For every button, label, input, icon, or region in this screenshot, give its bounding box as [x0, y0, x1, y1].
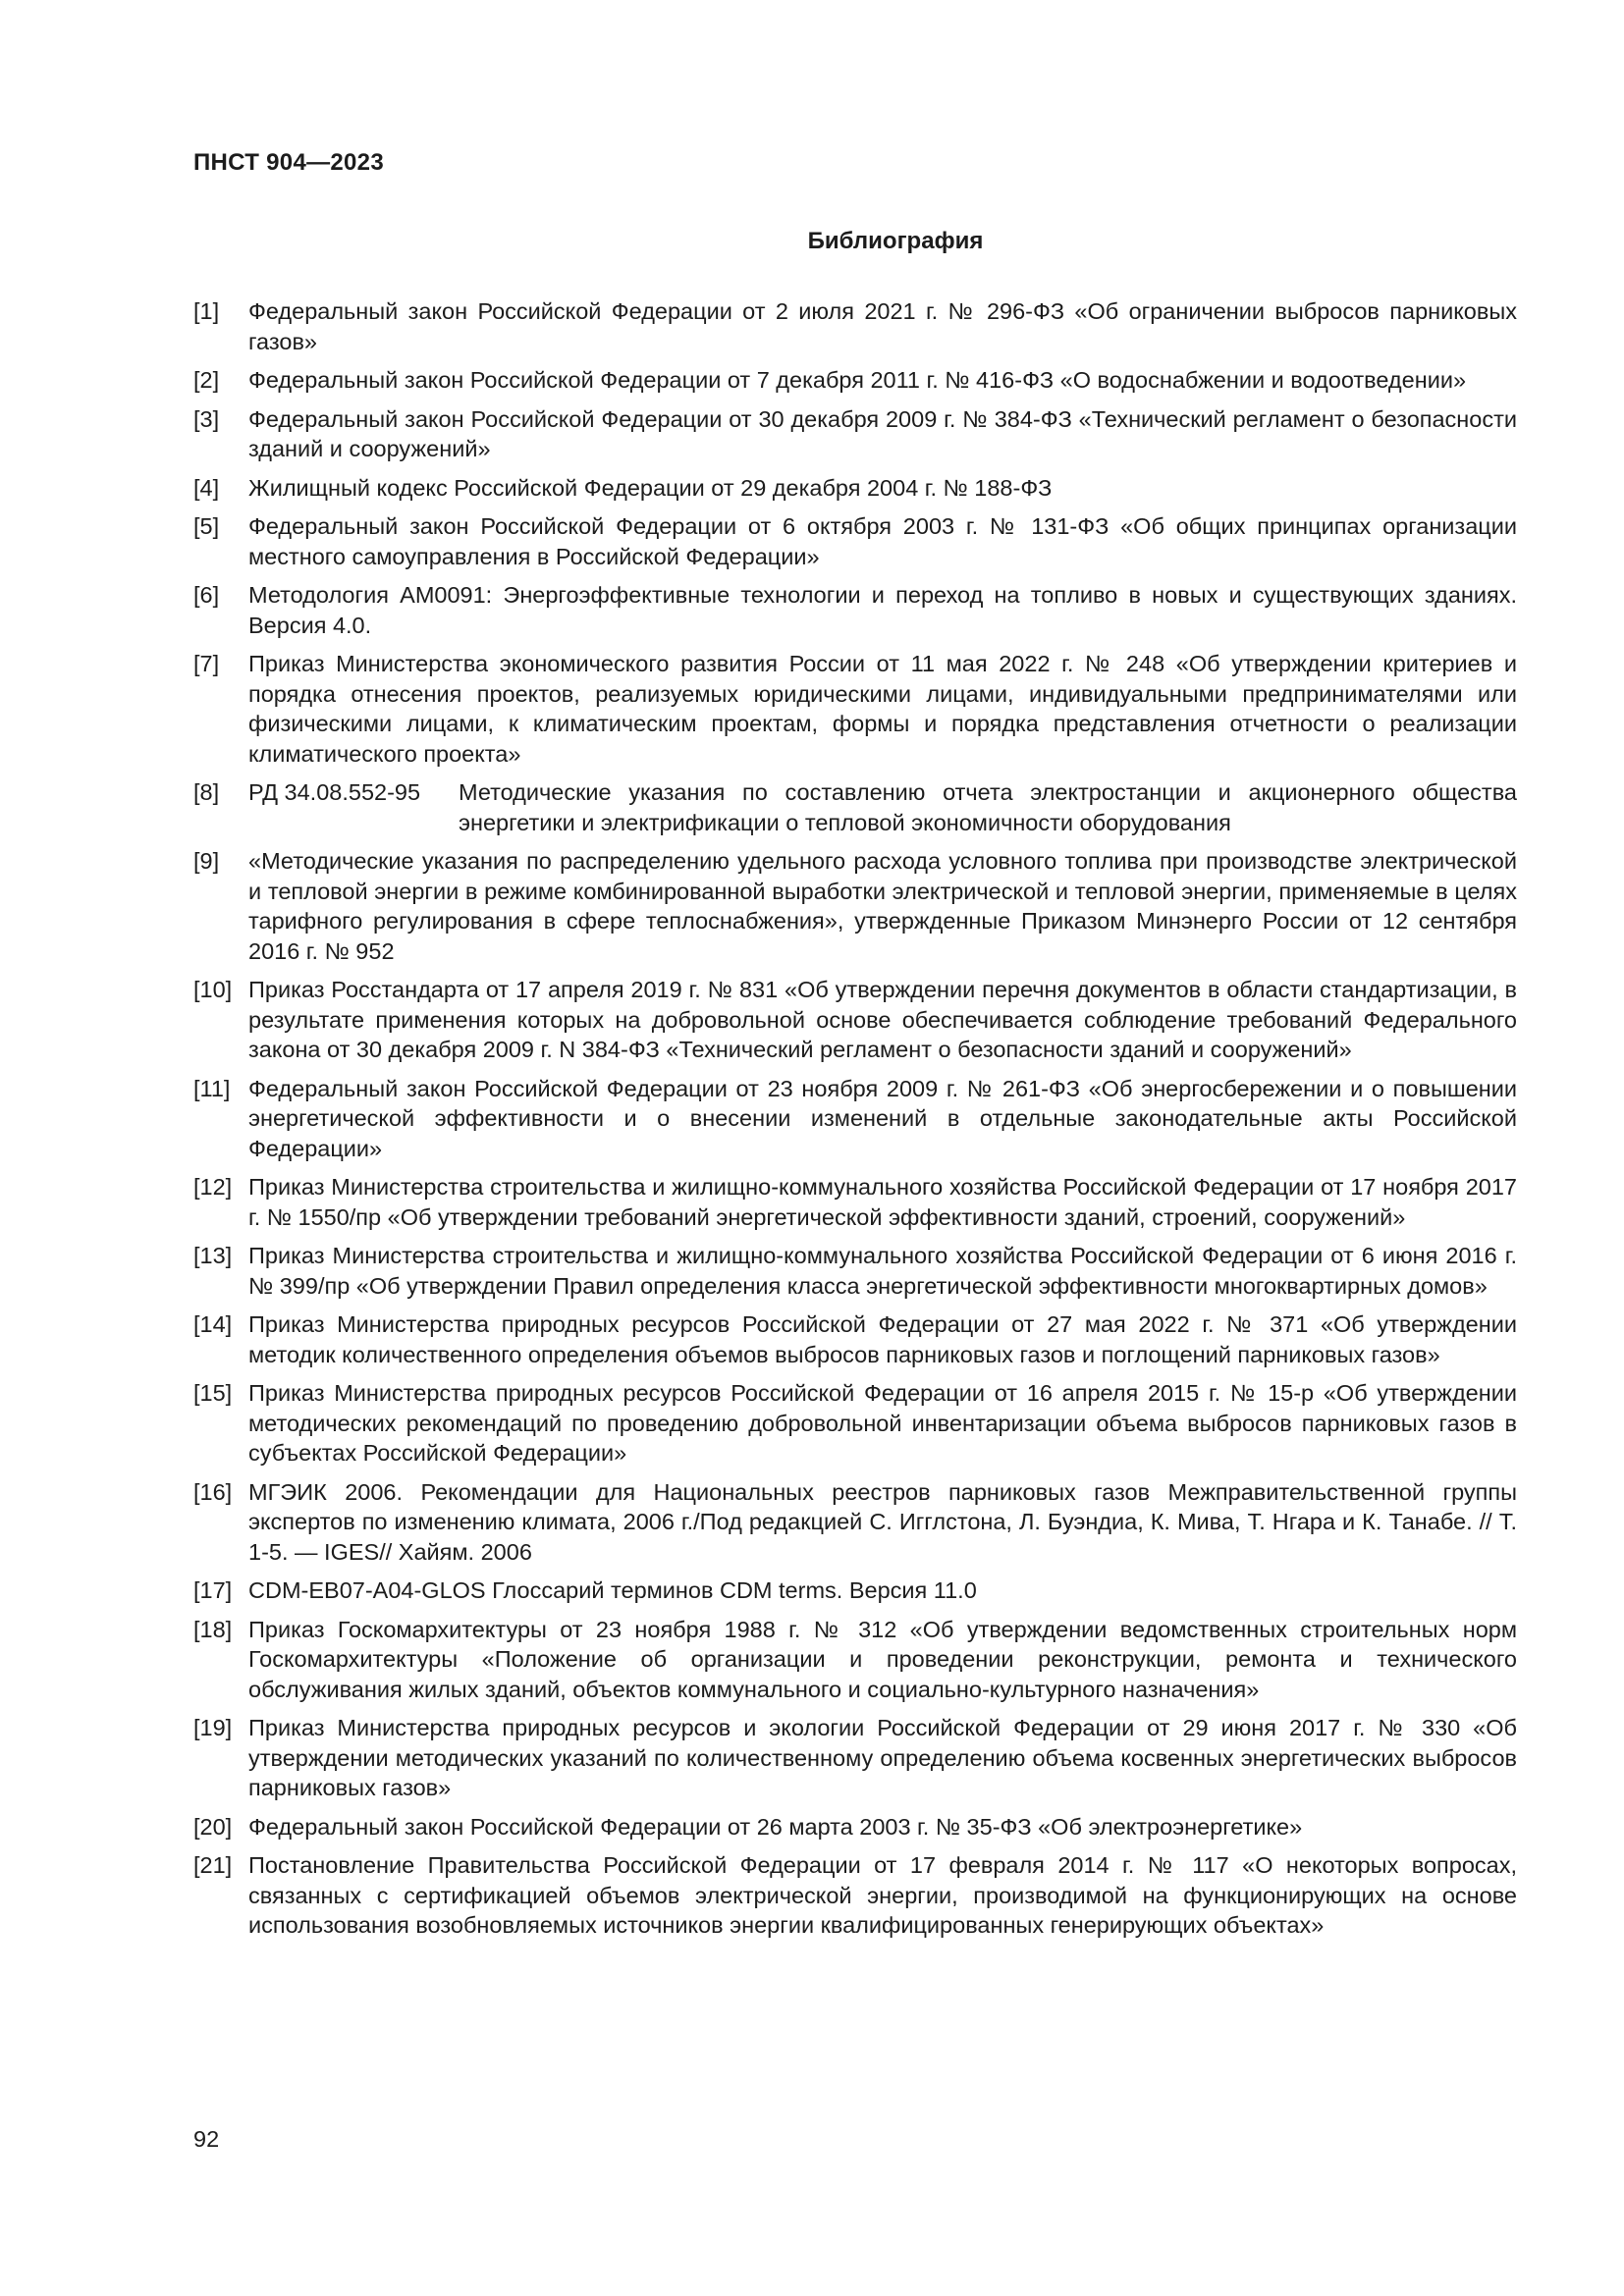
- bibliography-entry: [193, 1378, 1517, 1468]
- entry-text: Приказ Министерства строительства и жилищно-коммунального хозяйства Российской Федерации от 6 июня 2016 г. № 399/пр «Об утверждении Правил определения класса энергетической эффективности многоквартирных домов»: [248, 1243, 1517, 1299]
- document-code: ПНСТ 904—2023: [193, 149, 384, 176]
- entry-number: [21]: [193, 1852, 233, 1878]
- bibliography-entry: [193, 846, 1517, 966]
- entry-number: [7]: [193, 651, 220, 676]
- entry-number: [5]: [193, 513, 220, 539]
- bibliography-entry: [193, 1615, 1517, 1705]
- entry-number: [3]: [193, 405, 220, 432]
- entry-text: Приказ Министерства природных ресурсов и экологии Российской Федерации от 29 июня 2017 г. № 330 «Об утверждении методических указаний по количественному определению объема косвенных энергетических выбросов парниковых газов»: [248, 1715, 1517, 1800]
- entry-text: МГЭИК 2006. Рекомендации для Национальных реестров парниковых газов Межправительственной группы экспертов по изменению климата, 2006 г./Под редакцией С. Игглстона, Л. Буэндиа, К. Мива, Т. Нгара и К. Танабе. // Т. 1-5. — IGES// Хайям. 2006: [248, 1478, 1517, 1565]
- entry-number: [1]: [193, 298, 220, 324]
- bibliography-entry: [193, 1241, 1517, 1301]
- entry-number: [8]: [193, 779, 220, 805]
- entry-text: Федеральный закон Российской Федерации от 23 ноября 2009 г. № 261-ФЗ «Об энергосбережении и о повышении энергетической эффективности и о внесении изменений в отдельные законодательные акты Российской Федерации»: [248, 1075, 1517, 1161]
- entry-number: [18]: [193, 1616, 233, 1642]
- entry-text: Методические указания по составлению отчета электростанции и акционерного общества энергетики и электрификации о тепловой экономичности оборудования: [459, 779, 1517, 835]
- entry-number: [12]: [193, 1174, 233, 1200]
- bibliography-entry: [193, 511, 1517, 571]
- bibliography-entry: [193, 1575, 1517, 1606]
- entry-text: Приказ Министерства природных ресурсов Российской Федерации от 16 апреля 2015 г. № 15-р «Об утверждении методических рекомендаций по проведению добровольной инвентаризации объема выбросов парниковых газов в субъектах Российской Федерации»: [248, 1380, 1517, 1466]
- entry-number: [14]: [193, 1311, 233, 1337]
- entry-text: Постановление Правительства Российской Федерации от 17 февраля 2014 г. № 117 «О некоторых вопросах, связанных с сертификацией объемов электрической энергии, производимой на функционирующих на основе использования возобновляемых источников энергии квалифицированных генерирующих объектах»: [248, 1852, 1517, 1938]
- entry-text: Методология AM0091: Энергоэффективные технологии и переход на топливо в новых и существующих зданиях. Версия 4.0.: [248, 582, 1517, 638]
- entry-number: [2]: [193, 367, 220, 393]
- bibliography-list: [193, 296, 1517, 1949]
- entry-text: «Методические указания по распределению удельного расхода условного топлива при производстве электрической и тепловой энергии в режиме комбинированной выработки электрической и тепловой энергии, применяемые в целях тарифного регулирования в сфере теплоснабжения», утвержденные Приказом Минэнерго России от 12 сентября 2016 г. № 952: [248, 848, 1517, 964]
- entry-document-code: РД 34.08.552-95: [248, 779, 421, 805]
- bibliography-entry: [193, 777, 1517, 837]
- bibliography-entry: [193, 1477, 1517, 1568]
- entry-text: Приказ Росстандарта от 17 апреля 2019 г. № 831 «Об утверждении перечня документов в области стандартизации, в результате применения которых на добровольной основе обеспечивается соблюдение требований Федерального закона от 30 декабря 2009 г. N 384-ФЗ «Технический регламент о безопасности зданий и сооружений»: [248, 977, 1517, 1062]
- bibliography-entry: [193, 473, 1517, 504]
- entry-body: [248, 777, 1517, 837]
- page-title: Библиография: [807, 228, 984, 254]
- bibliography-entry: [193, 1713, 1517, 1803]
- page-number: 92: [193, 2126, 220, 2152]
- entry-number: [9]: [193, 848, 220, 874]
- entry-text: Приказ Министерства экономического развития России от 11 мая 2022 г. № 248 «Об утверждении критериев и порядка отнесения проектов, реализуемых юридическими лицами, индивидуальными предпринимателями или физическими лицами, к климатическим проектам, формы и порядка представления отчетности о реализации климатического проекта»: [248, 651, 1517, 767]
- entry-text: Приказ Госкомархитектуры от 23 ноября 1988 г. № 312 «Об утверждении ведомственных строительных норм Госкомархитектуры «Положение об организации и проведении реконструкции, ремонта и технического обслуживания жилых зданий, объектов коммунального и социально-культурного назначения»: [248, 1616, 1517, 1702]
- entry-number: [6]: [193, 582, 220, 608]
- bibliography-entry: [193, 1172, 1517, 1232]
- entry-number: [11]: [193, 1075, 231, 1101]
- entry-text: Приказ Министерства природных ресурсов Российской Федерации от 27 мая 2022 г. № 371 «Об утверждении методик количественного определения объемов выбросов парниковых газов и поглощений парниковых газов»: [248, 1311, 1517, 1367]
- bibliography-entry: [193, 296, 1517, 356]
- bibliography-entry: [193, 1309, 1517, 1369]
- bibliography-entry: [193, 975, 1517, 1065]
- entry-text: Федеральный закон Российской Федерации от 26 марта 2003 г. № 35-ФЗ «Об электроэнергетике»: [248, 1813, 1303, 1840]
- bibliography-entry: [193, 404, 1517, 464]
- bibliography-entry: [193, 649, 1517, 769]
- entry-text: Жилищный кодекс Российской Федерации от 29 декабря 2004 г. № 188-ФЗ: [248, 474, 1053, 501]
- entry-number: [20]: [193, 1813, 233, 1840]
- bibliography-entry: [193, 1074, 1517, 1164]
- bibliography-entry: [193, 580, 1517, 640]
- entry-number: [16]: [193, 1478, 233, 1505]
- entry-text: Федеральный закон Российской Федерации от 30 декабря 2009 г. № 384-ФЗ «Технический регламент о безопасности зданий и сооружений»: [248, 405, 1517, 461]
- entry-number: [4]: [193, 474, 220, 501]
- entry-number: [10]: [193, 977, 233, 1002]
- bibliography-entry: [193, 1850, 1517, 1941]
- entry-text: Федеральный закон Российской Федерации от 2 июля 2021 г. № 296-ФЗ «Об ограничении выбросов парниковых газов»: [248, 298, 1517, 354]
- entry-text: Федеральный закон Российской Федерации от 6 октября 2003 г. № 131-ФЗ «Об общих принципах организации местного самоуправления в Российской Федерации»: [248, 513, 1517, 569]
- entry-number: [13]: [193, 1243, 233, 1268]
- entry-number: [17]: [193, 1577, 233, 1603]
- entry-number: [19]: [193, 1715, 233, 1740]
- entry-text: Приказ Министерства строительства и жилищно-коммунального хозяйства Российской Федерации от 17 ноября 2017 г. № 1550/пр «Об утверждении требований энергетической эффективности зданий, строений, сооружений»: [248, 1174, 1517, 1230]
- bibliography-entry: [193, 365, 1517, 396]
- bibliography-entry: [193, 1812, 1517, 1842]
- entry-text: CDM-EB07-A04-GLOS Глоссарий терминов CDM terms. Версия 11.0: [248, 1577, 977, 1603]
- entry-number: [15]: [193, 1380, 233, 1406]
- entry-text: Федеральный закон Российской Федерации от 7 декабря 2011 г. № 416-ФЗ «О водоснабжении и водоотведении»: [248, 367, 1467, 393]
